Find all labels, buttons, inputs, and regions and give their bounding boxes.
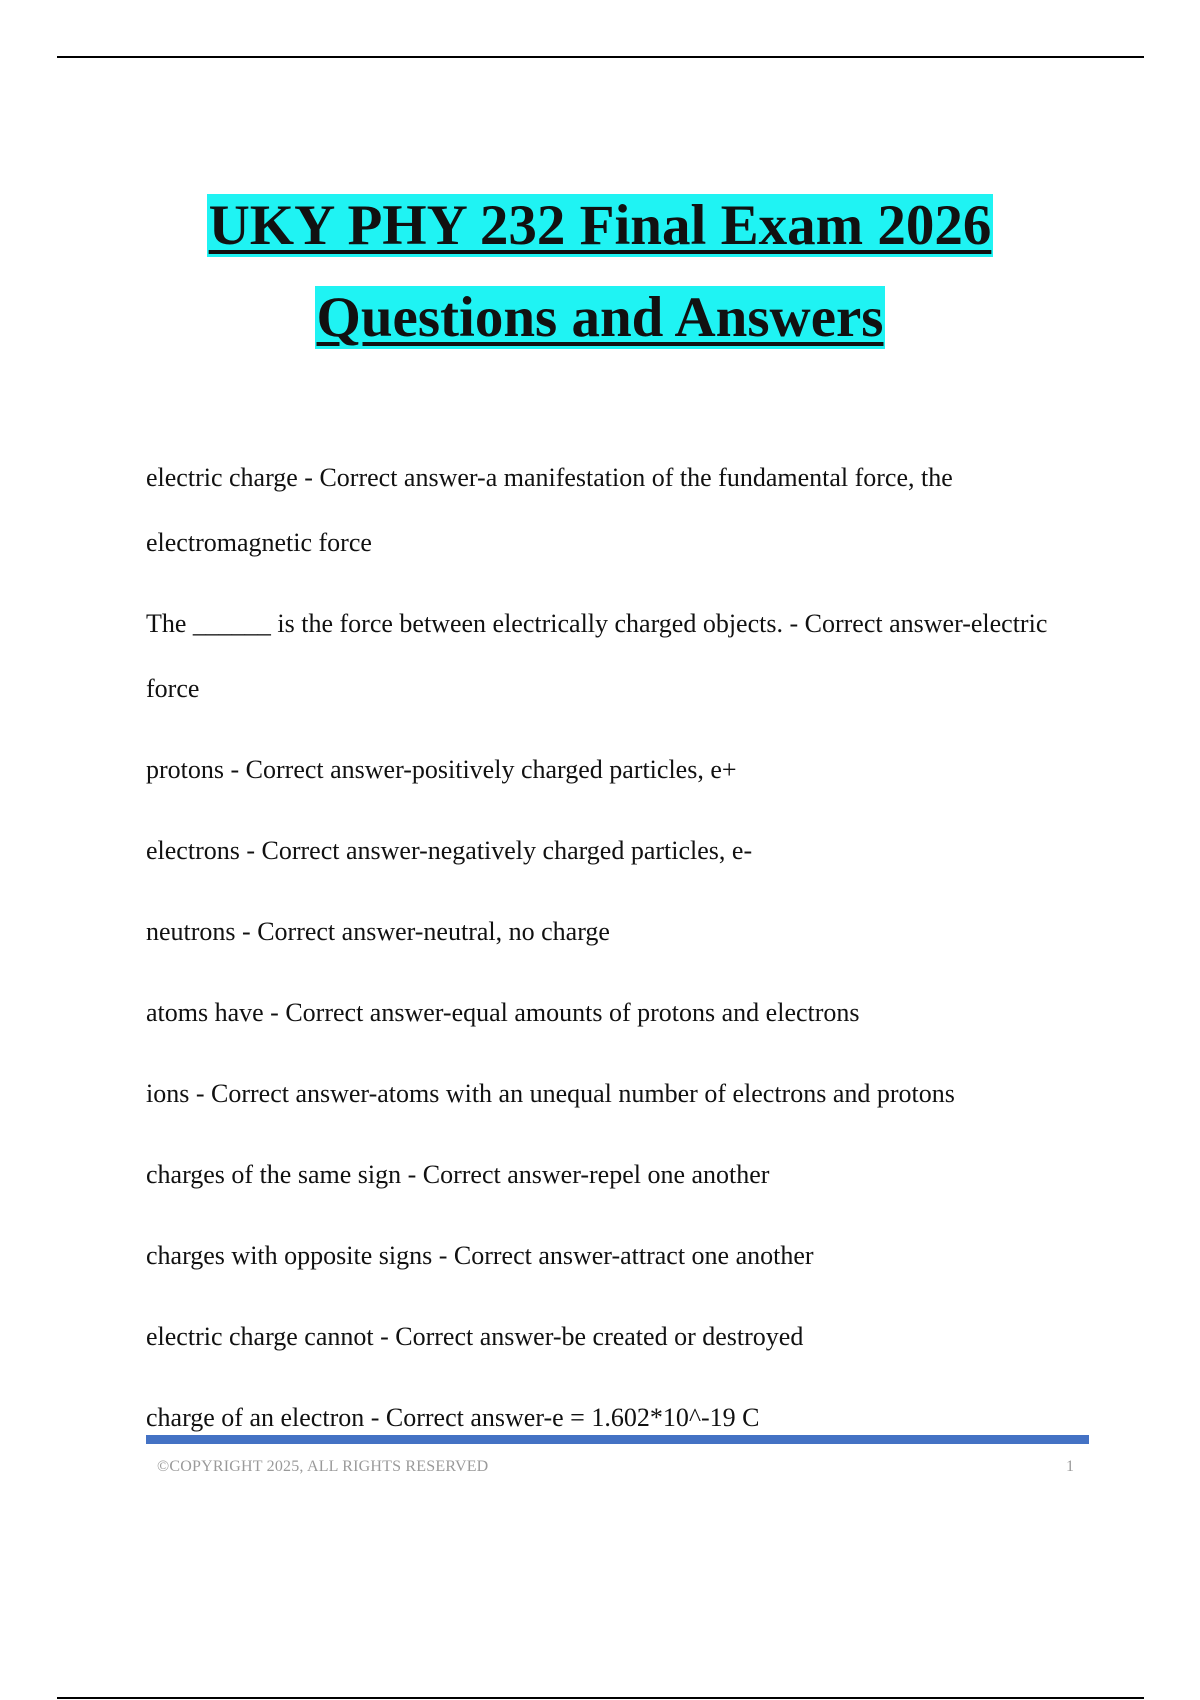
page-number: 1	[1066, 1458, 1074, 1475]
qa-item: charge of an electron - Correct answer-e = 1.602*10^-19 C	[146, 1403, 760, 1432]
title-line-1: UKY PHY 232 Final Exam 2026	[208, 194, 992, 257]
qa-item: charges with opposite signs - Correct answer-attract one another	[146, 1241, 814, 1270]
footer-bar	[146, 1435, 1089, 1444]
qa-item: electric charge - Correct answer-a manifestation of the fundamental force, the electromagnetic force	[146, 463, 953, 557]
bottom-rule	[57, 1697, 1144, 1699]
qa-item: electrons - Correct answer-negatively charged particles, e-	[146, 836, 753, 865]
document-title	[0, 180, 1200, 364]
qa-list	[146, 445, 1066, 1466]
title-line-2: Questions and Answers	[316, 286, 884, 349]
qa-item: charges of the same sign - Correct answer-repel one another	[146, 1160, 770, 1189]
top-rule	[57, 56, 1144, 58]
footer-copyright: ©COPYRIGHT 2025, ALL RIGHTS RESERVED	[157, 1458, 489, 1475]
qa-item: protons - Correct answer-positively charged particles, e+	[146, 755, 737, 784]
qa-item: electric charge cannot - Correct answer-be created or destroyed	[146, 1322, 804, 1351]
qa-item: The ______ is the force between electrically charged objects. - Correct answer-electric force	[146, 609, 1048, 703]
qa-item: ions - Correct answer-atoms with an unequal number of electrons and protons	[146, 1079, 955, 1108]
qa-item: neutrons - Correct answer-neutral, no charge	[146, 917, 610, 946]
qa-item: atoms have - Correct answer-equal amounts of protons and electrons	[146, 998, 860, 1027]
